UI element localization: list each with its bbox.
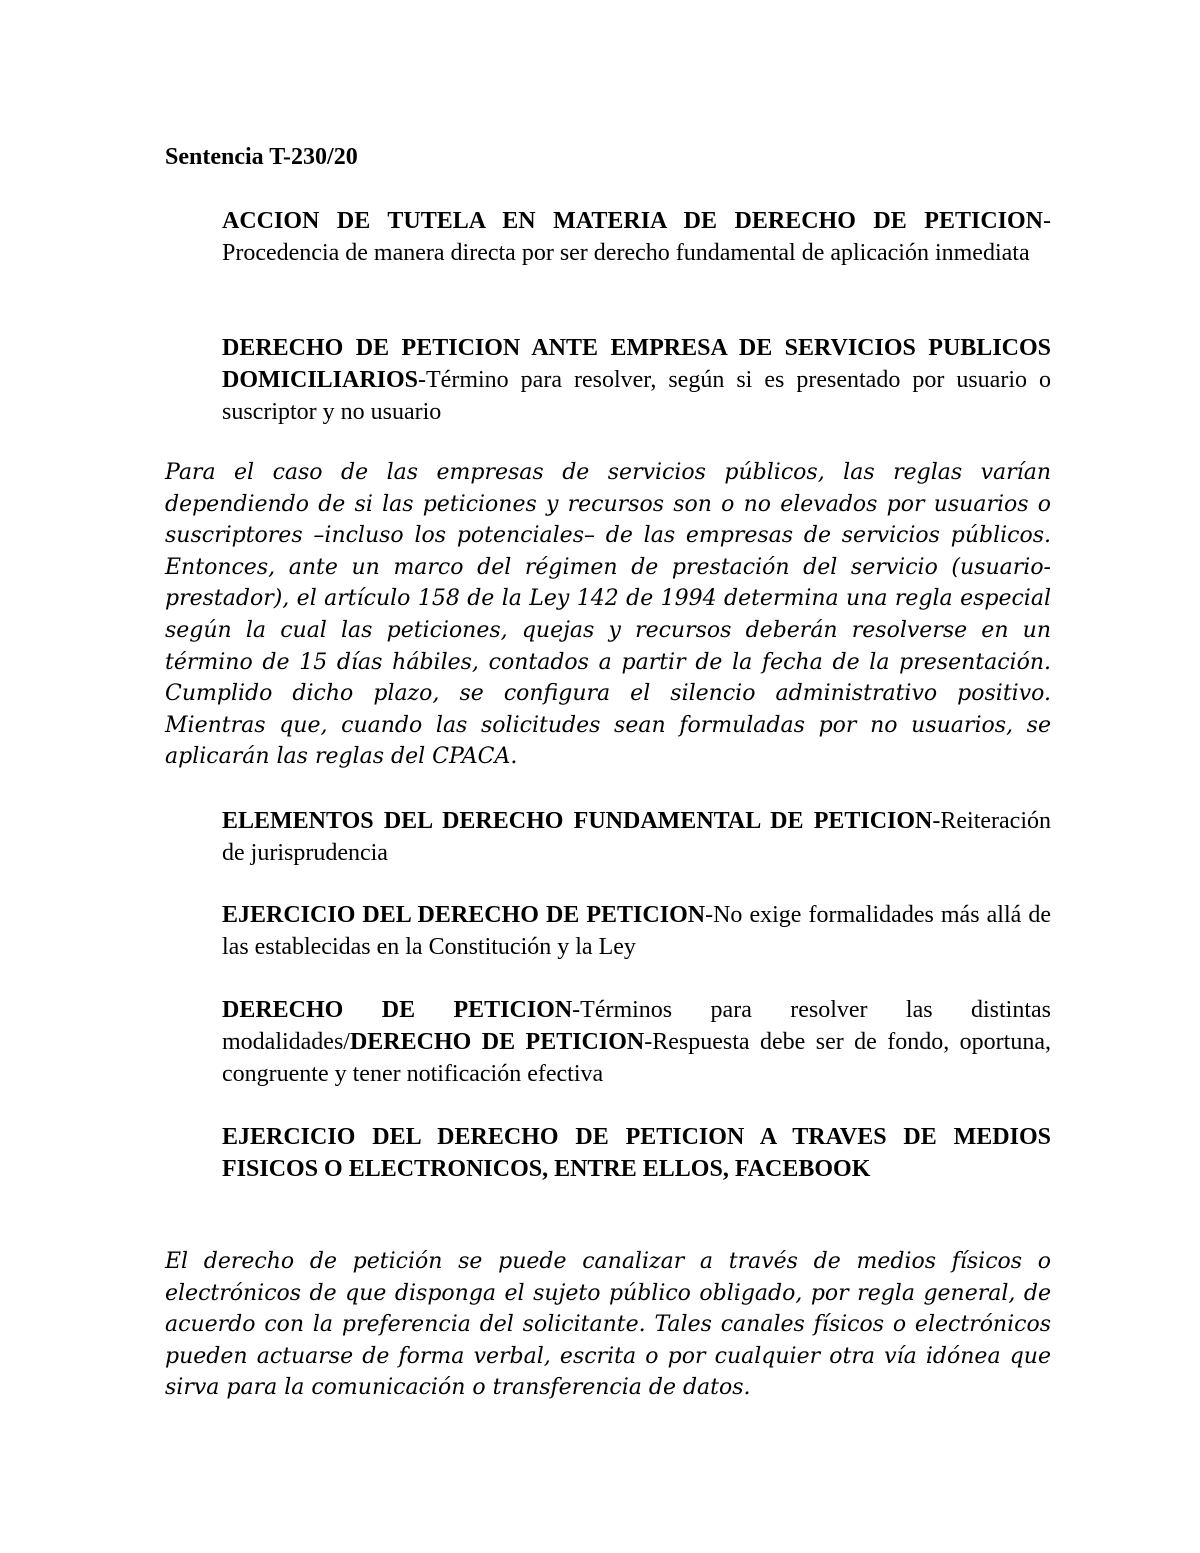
headnote-3-text: -Reiteración de jurisprudencia — [222, 808, 1051, 866]
headnote-5-bold-1: DERECHO DE PETICION — [222, 997, 573, 1023]
headnote-5 — [222, 994, 1051, 1090]
headnote-3 — [222, 805, 1051, 869]
headnote-2 — [222, 332, 1051, 428]
excerpt-1: Para el caso de las empresas de servicios públicos, las reglas varían dependiendo de si las peticiones y recursos son o no elevados por usuarios o suscriptores –incluso los potenciales– de las empresas de servicios públicos. Entonces, ante un marco del régimen de prestación del servicio (usuario-prestador), el artículo 158 de la Ley 142 de 1994 determina una regla especial según la cual las peticiones, quejas y recursos deberán resolverse en un término de 15 días hábiles, contados a partir de la fecha de la presentación. Cumplido dicho plazo, se configura el silencio administrativo positivo. Mientras que, cuando las solicitudes sean formuladas por no usuarios, se aplicarán las reglas del CPACA. — [165, 460, 1051, 770]
headnote-4-text: -No exige formalidades más allá de las establecidas en la Constitución y la Ley — [222, 902, 1051, 960]
headnote-2-bold: DERECHO DE PETICION ANTE EMPRESA DE SERVICIOS PUBLICOS DOMICILIARIOS — [222, 335, 1051, 393]
headnote-5-text-2: -Respuesta debe ser de fondo, oportuna, congruente y tener notificación efectiva — [222, 1029, 1051, 1087]
headnote-5-bold-2: DERECHO DE PETICION — [349, 1029, 645, 1055]
headnote-4 — [222, 899, 1051, 963]
headnote-2-text: -Término para resolver, según si es presentado por usuario o suscriptor y no usuario — [222, 367, 1051, 425]
headnote-6-bold: EJERCICIO DEL DERECHO DE PETICION A TRAVES DE MEDIOS FISICOS O ELECTRONICOS, ENTRE ELLOS, FACEBOOK — [222, 1124, 1051, 1182]
headnote-1-text: -Procedencia de manera directa por ser derecho fundamental de aplicación inmediata — [222, 208, 1051, 266]
headnote-5-text-1: -Términos para resolver las distintas modalidades/ — [222, 997, 1051, 1055]
headnote-6 — [222, 1121, 1051, 1185]
headnote-1-bold: ACCION DE TUTELA EN MATERIA DE DERECHO DE PETICION — [222, 208, 1043, 234]
document-title: Sentencia T-230/20 — [165, 144, 358, 170]
headnote-3-bold: ELEMENTOS DEL DERECHO FUNDAMENTAL DE PETICION — [222, 808, 933, 834]
headnote-4-bold: EJERCICIO DEL DERECHO DE PETICION — [222, 902, 706, 928]
headnote-1 — [222, 205, 1051, 269]
excerpt-2: El derecho de petición se puede canalizar a través de medios físicos o electrónicos de que disponga el sujeto público obligado, por regla general, de acuerdo con la preferencia del solicitante. Tales canales físicos o electrónicos pueden actuarse de forma verbal, escrita o por cualquier otra vía idónea que sirva para la comunicación o transferencia de datos. — [165, 1249, 1051, 1401]
